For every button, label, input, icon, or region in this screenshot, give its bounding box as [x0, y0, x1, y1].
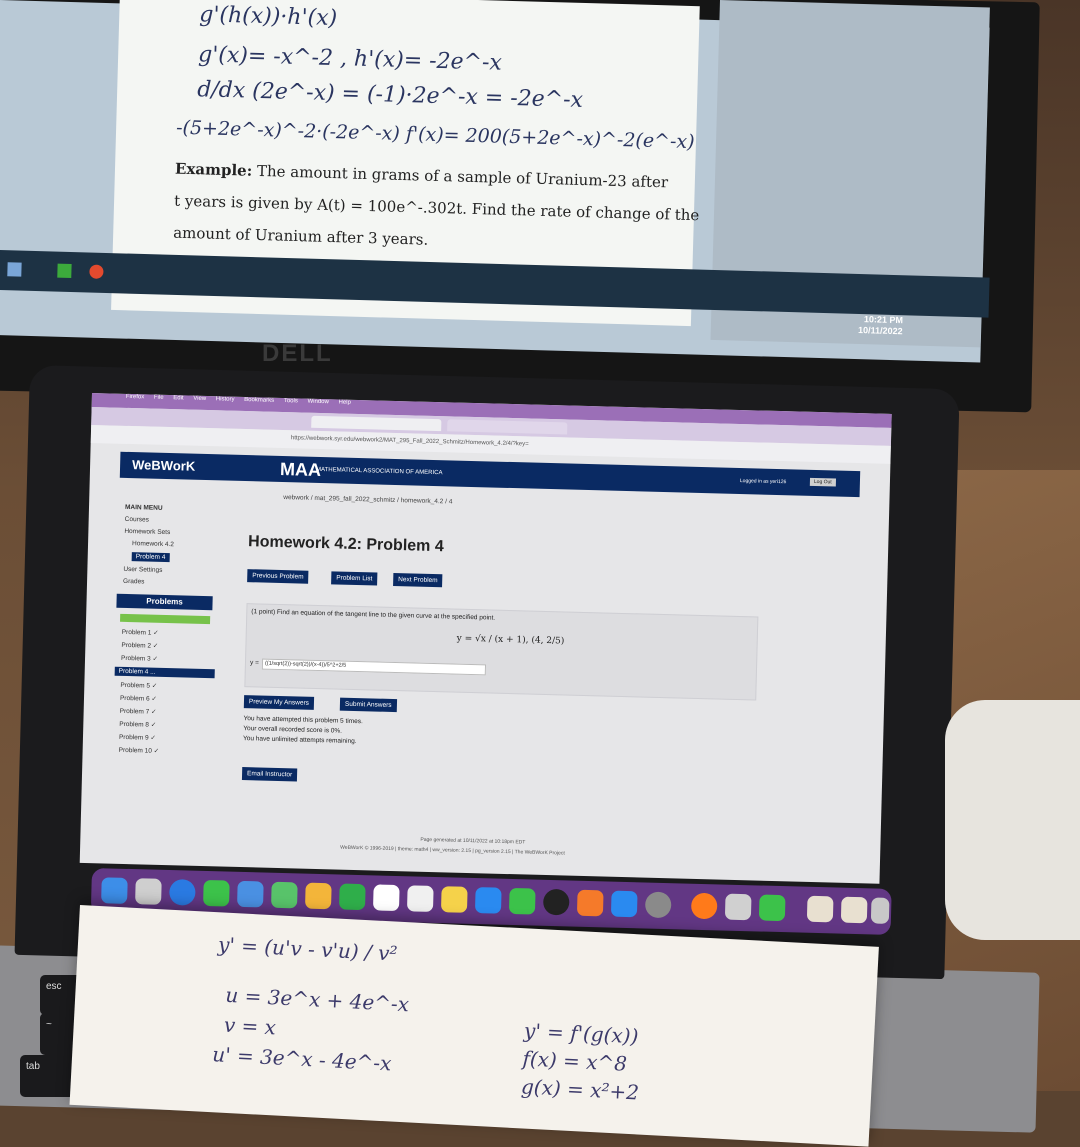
example-text: t years is given by A(t) = 100e^-.302t. Find the rate of change of the — [173, 191, 700, 225]
preview-icon[interactable] — [725, 894, 752, 921]
main-content — [241, 487, 850, 857]
menu-item[interactable]: Edit — [173, 395, 184, 402]
esc-key[interactable]: esc — [40, 975, 142, 1015]
launchpad-icon[interactable] — [135, 878, 162, 905]
problem-list-item[interactable]: Problem 7 ✓ — [119, 707, 157, 716]
handwriting-line: d/dx (2e^-x) = (-1)·2e^-x = -2e^-x — [196, 77, 584, 113]
problem-prompt: (1 point) Find an equation of the tangent line to the given curve at the specified point. — [251, 608, 496, 622]
sidebar-item-user-settings[interactable]: User Settings — [123, 565, 163, 574]
webwork-logo[interactable]: WeBWorK — [131, 457, 196, 474]
problem-list-item[interactable]: Problem 3 ✓ — [120, 654, 159, 663]
store-icon[interactable] — [57, 264, 71, 278]
problem-list-item[interactable]: Problem 5 ✓ — [120, 681, 158, 690]
menu-item[interactable]: Tools — [283, 398, 298, 405]
maps-icon[interactable] — [271, 882, 298, 909]
menu-item[interactable]: Firefox — [125, 393, 145, 401]
sidebar-item-courses[interactable]: Courses — [124, 515, 150, 524]
problem-list-item[interactable]: Problem 6 ✓ — [119, 694, 157, 703]
submit-answers-button[interactable]: Submit Answers — [340, 698, 397, 712]
system-preferences-icon[interactable] — [645, 891, 672, 918]
problem-equation: y = √x / (x + 1), (4, 2/5) — [456, 633, 565, 647]
tab-other[interactable] — [447, 419, 567, 434]
messages-icon[interactable] — [203, 880, 230, 907]
handwritten-note: u' = 3e^x - 4e^-x — [211, 1042, 393, 1076]
handwritten-note: y' = (u'v - v'u) / v² — [217, 932, 398, 966]
laptop-screen — [80, 393, 892, 884]
problem-list-item-current[interactable]: Problem 4 ... — [115, 667, 215, 679]
footer-generated: Page generated at 10/11/2022 at 10:18pm EDT — [420, 836, 526, 846]
problem-list-button[interactable]: Problem List — [331, 571, 377, 585]
answer-input[interactable]: ((1/sqrt(2))-sqrt(2))/(x-4))/5^2+2/5 — [262, 659, 486, 676]
problem-list — [112, 628, 220, 791]
problem-list-item[interactable]: Problem 8 ✓ — [119, 720, 157, 729]
problem-list-item[interactable]: Problem 1 ✓ — [121, 628, 159, 637]
handwriting-line: -(5+2e^-x)^-2·(-2e^-x) f'(x)= 200(5+2e^-x)^-2(e^-x) — [175, 116, 695, 154]
problem-list-item[interactable]: Problem 2 ✓ — [121, 641, 159, 650]
facetime-icon[interactable] — [339, 883, 366, 910]
clock-date: 10/11/2022 — [857, 324, 903, 337]
status-remaining: You have unlimited attempts remaining. — [242, 735, 357, 746]
menu-item[interactable]: Bookmarks — [244, 396, 275, 404]
handwriting-line: g'(h(x))·h'(x) — [198, 2, 338, 32]
problem-list-item[interactable]: Problem 9 ✓ — [118, 733, 156, 742]
tilde-key[interactable]: ~ — [40, 1013, 112, 1055]
email-instructor-button[interactable]: Email Instructor — [242, 767, 297, 781]
photos-icon[interactable] — [305, 883, 332, 910]
menu-item[interactable]: Window — [307, 398, 329, 406]
menu-item[interactable]: View — [193, 395, 207, 402]
previous-problem-button[interactable]: Previous Problem — [247, 569, 309, 584]
menu-item[interactable]: Help — [338, 399, 351, 406]
breadcrumb[interactable]: webwork / mat_295_fall_2022_schmitz / homework_4.2 / 4 — [283, 494, 453, 506]
problem-list-item[interactable]: Problem 10 ✓ — [118, 746, 160, 755]
wechat-icon[interactable] — [759, 894, 786, 921]
dell-logo: DELL — [262, 340, 333, 367]
url-text: https://webwork.syr.edu/webwork2/MAT_295_Fall_2022_Schmitz/Homework_4.2/4/?key= — [290, 435, 529, 448]
status-attempts: You have attempted this problem 5 times. — [243, 715, 363, 726]
mail-icon[interactable] — [237, 881, 264, 908]
documents-icon[interactable] — [841, 897, 868, 924]
trash-icon[interactable] — [871, 897, 890, 923]
tab-webwork[interactable] — [311, 416, 441, 431]
answer-label: y = — [249, 659, 259, 667]
handwriting-line: g'(x)= -x^-2 , h'(x)= -2e^-x — [197, 42, 503, 76]
example-text: The amount in grams of a sample of Uranium-23 after — [256, 161, 669, 192]
menu-item[interactable]: History — [215, 396, 235, 403]
app-store-icon[interactable] — [611, 891, 638, 918]
firefox-icon[interactable] — [691, 893, 718, 920]
chrome-icon[interactable] — [89, 265, 103, 279]
notebook-paper — [70, 905, 879, 1147]
next-problem-button[interactable]: Next Problem — [393, 573, 443, 587]
handwritten-note: y' = f'(g(x)) — [523, 1018, 639, 1049]
logout-button[interactable]: Log Out — [810, 478, 836, 487]
status-score: Your overall recorded score is 0%. — [243, 725, 343, 735]
problem-box — [244, 603, 758, 700]
sidebar-item-grades[interactable]: Grades — [122, 577, 145, 586]
sidebar-heading: MAIN MENU — [124, 503, 163, 512]
notes-icon[interactable] — [441, 886, 468, 913]
keynote-icon[interactable] — [475, 887, 502, 914]
pages-icon[interactable] — [577, 890, 604, 917]
sidebar-item-homework-sets[interactable]: Homework Sets — [124, 527, 171, 537]
menu-item[interactable]: File — [153, 394, 164, 401]
handwritten-note: g(x) = x²+2 — [520, 1074, 640, 1105]
example-text: amount of Uranium after 3 years. — [172, 223, 429, 249]
clock-time: 10:21 PM — [863, 314, 904, 326]
downloads-icon[interactable] — [807, 896, 834, 923]
file-explorer-icon[interactable] — [7, 262, 21, 276]
problems-header: Problems — [116, 594, 212, 611]
maa-subtitle: MATHEMATICAL ASSOCIATION OF AMERICA — [315, 466, 443, 477]
maa-logo: MAA — [279, 458, 322, 481]
logged-in-text: Logged in as yeri126 — [739, 477, 787, 486]
handwritten-note: f(x) = x^8 — [521, 1046, 628, 1076]
sidebar-item-problem[interactable]: Problem 4 — [132, 552, 170, 562]
finder-icon[interactable] — [101, 877, 128, 904]
handwritten-note: v = x — [223, 1012, 277, 1040]
numbers-icon[interactable] — [509, 888, 536, 915]
preview-answers-button[interactable]: Preview My Answers — [244, 695, 314, 710]
page-title: Homework 4.2: Problem 4 — [247, 533, 444, 556]
tab-key[interactable]: tab — [20, 1055, 132, 1097]
footer-credits: WeBWorK © 1996-2019 | theme: math4 | ww_version: 2.15 | pg_version 2.15 | The WeBWorK Project — [340, 844, 565, 857]
calendar-icon[interactable] — [373, 884, 400, 911]
reminders-icon[interactable] — [407, 885, 434, 912]
handwritten-note: u = 3e^x + 4e^-x — [224, 982, 410, 1017]
safari-icon[interactable] — [169, 879, 196, 906]
sidebar-item-homework[interactable]: Homework 4.2 — [131, 540, 175, 549]
cloth — [945, 700, 1080, 940]
example-label: Example: — [174, 159, 253, 180]
podcasts-icon[interactable] — [543, 889, 570, 916]
